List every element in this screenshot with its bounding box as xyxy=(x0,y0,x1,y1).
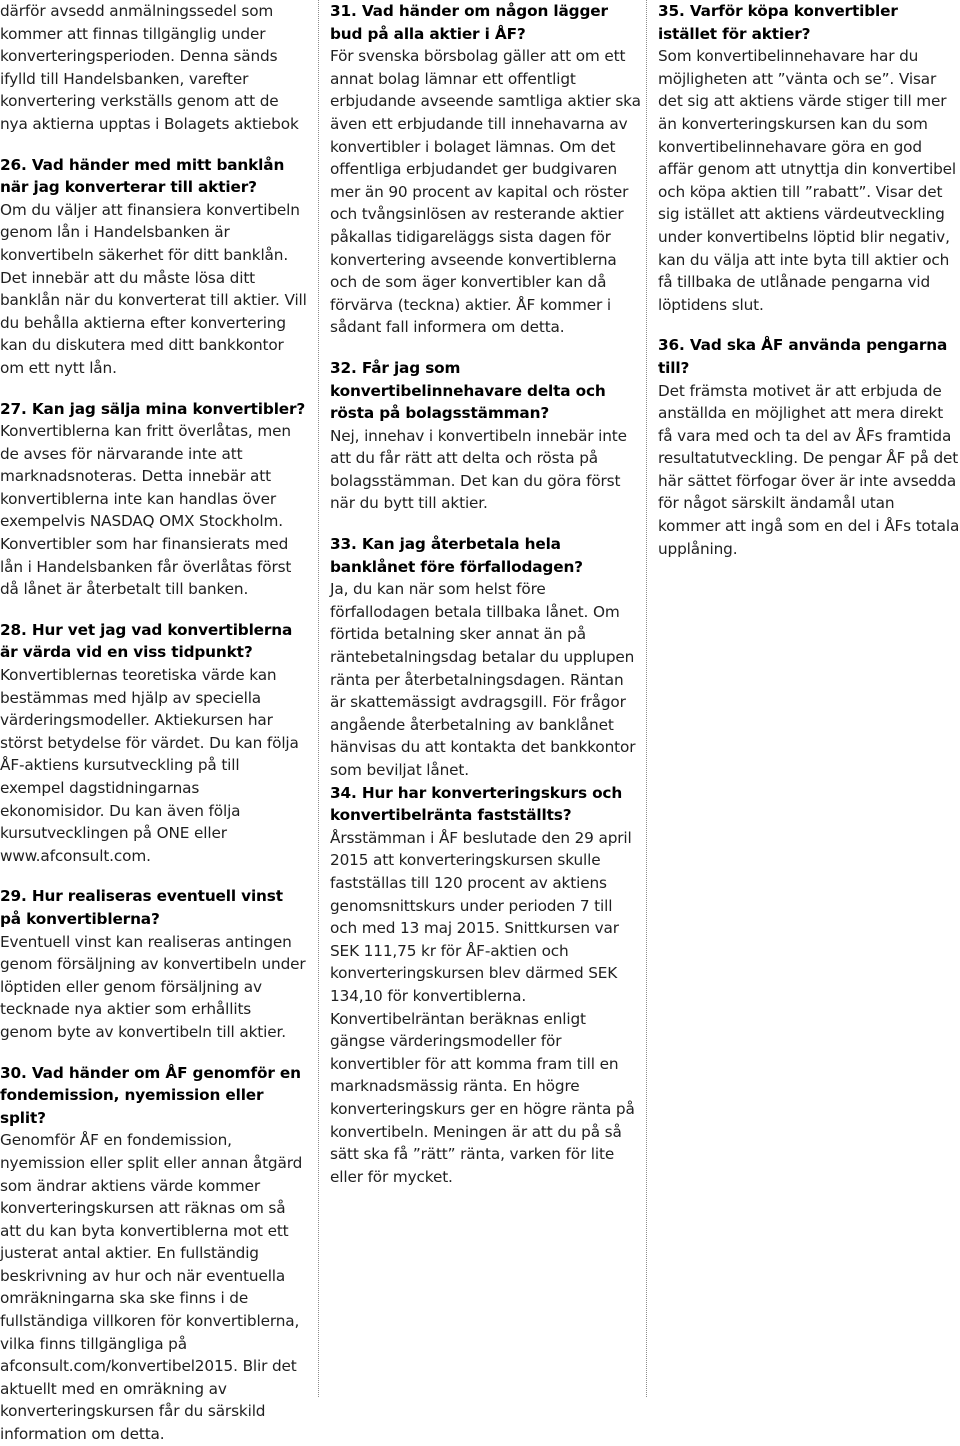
faq-question-28: 28. Hur vet jag vad konvertiblerna är värda vid en viss tidpunkt? xyxy=(0,620,293,662)
faq-answer-30: Genomför ÅF en fondemission, nyemission eller split eller annan åtgärd som ändrar aktiens värde kommer konverteringskursen att räknas om så att du kan byta konvertiblerna mot ett justerat antal aktier. En fullständig beskrivning av hur och när eventuella omräkningarna ska ske finns i de fullständiga villkoren för konvertiblerna, vilka finns tillgängliga på afconsult.com/konvertibel2015. Blir det aktuellt med en omräkning av konverteringskursen får du särskild information om detta. xyxy=(0,1131,303,1444)
faq-question-32: 32. Får jag som konvertibelinnehavare delta och rösta på bolagsstämman? xyxy=(330,358,606,423)
faq-item-31 xyxy=(330,0,642,339)
text-column-2 xyxy=(330,0,642,1188)
column-divider-left xyxy=(318,0,319,1397)
faq-question-31: 31. Vad händer om någon lägger bud på alla aktier i ÅF? xyxy=(330,2,608,43)
faq-question-29: 29. Hur realiseras eventuell vinst på konvertiblerna? xyxy=(0,887,283,928)
faq-answer-36: Det främsta motivet är att erbjuda de anställda en möjlighet att mera direkt få vara med och ta del av ÅFs framtida resultatutveckling. De pengar ÅF på det här sättet förfogar över är inte avsedda för något särskilt ändamål utan kommer att ingå som en del i ÅFs totala upplåning. xyxy=(658,381,960,558)
faq-question-30: 30. Vad händer om ÅF genomför en fondemission, nyemission eller split? xyxy=(0,1063,301,1127)
faq-answer-34: Årsstämman i ÅF beslutade den 29 april 2015 att konverteringskursen skulle fastställas till 120 procent av aktiens genomsnittskurs under perioden 7 till och med 13 maj 2015. Snittkursen var SEK 111,75 kr för ÅF-aktien och konverteringskursen blev därmed SEK 134,10 för konvertiblerna. Konvertibelräntan beräknas enligt gängse värderingsmodeller för konvertibler för att komma fram till en marknadsmässig ränta. En högre konverteringskurs ger en högre ränta på konvertibeln. Meningen är att du på så sätt ska få ”rätt” ränta, varken för lite eller för mycket. xyxy=(330,828,635,1186)
intro-paragraph: därför avsedd anmälningssedel som kommer att finnas tillgänglig under konverteringsperioden. Denna sänds ifylld till Handelsbanken, varefter konvertering verkställs genom att de nya aktierna upptas i Bolagets aktiebok xyxy=(0,2,299,133)
faq-question-34: 34. Hur har konverteringskurs och konvertibelränta fastställts? xyxy=(330,783,623,825)
faq-question-33: 33. Kan jag återbetala hela banklånet före förfallodagen? xyxy=(330,535,583,576)
faq-answer-32: Nej, innehav i konvertibeln innebär inte att du får rätt att delta och rösta på bolagsstämman. Det kan du göra först när du bytt till aktier. xyxy=(330,426,627,513)
faq-item-33 xyxy=(330,533,642,782)
column-divider-right xyxy=(646,0,647,1397)
faq-answer-28: Konvertiblernas teoretiska värde kan bestämmas med hjälp av speciella värderingsmodeller. Aktiekursen har störst betydelse för värdet. Du kan följa ÅF-aktiens kursutveckling på till exempel dagstidningarnas ekonomisidor. Du kan även följa kursutvecklingen på ONE eller www.afconsult.com. xyxy=(0,666,299,865)
faq-item-36 xyxy=(658,334,960,560)
faq-item-35 xyxy=(658,0,960,316)
faq-answer-35: Som konvertibelinnehavare har du möjligheten att ”vänta och se”. Visar det sig att aktiens värde stiger till mer än konverteringskursen kan du som konvertibelinnehavare göra en god affär genom att utnyttja din konvertibel och köpa aktien till ”rabatt”. Visar det sig istället att aktiens värdeutveckling under konvertibelns löptid blir negativ, kan du välja att inte byta till aktier och få tillbaka de utlånade pengarna vid löptidens slut. xyxy=(658,47,957,314)
faq-answer-29: Eventuell vinst kan realiseras antingen genom försäljning av konvertibeln under löptiden eller genom försäljning av tecknade nya aktier som erhållits genom byte av konvertibeln till aktier. xyxy=(0,932,306,1041)
faq-item-30 xyxy=(0,1062,308,1446)
faq-item-29 xyxy=(0,885,308,1043)
faq-question-26: 26. Vad händer med mitt banklån när jag konverterar till aktier? xyxy=(0,155,285,197)
faq-item-27 xyxy=(0,398,308,601)
faq-question-27: 27. Kan jag sälja mina konvertibler? xyxy=(0,399,306,418)
faq-answer-33: Ja, du kan när som helst före förfallodagen betala tillbaka lånet. Om förtida betalning sker annat än på räntebetalningsdag betalar du upplupen ränta per återbetalningsdagen. Räntan är skattemässigt avdragsgill. För frågor angående återbetalning av banklånet hänvisas du att kontakta det bankkontor som beviljat lånet. xyxy=(330,580,636,779)
faq-answer-31: För svenska börsbolag gäller att om ett annat bolag lämnar ett offentligt erbjudande avseende samtliga aktier ska även ett erbjudande till innehavarna av konvertibler i bolaget lämnas. Om det offentliga erbjudandet ger budgivaren mer än 90 procent av kapital och röster och tvångsinlösen av resterande aktier påkallas tidigareläggs sista dagen för konvertering avseende konvertiblerna och de som äger konvertibler kan då förvärva (teckna) aktier. ÅF kommer i sådant fall informera om detta. xyxy=(330,47,641,337)
faq-answer-26: Om du väljer att finansiera konvertibeln genom lån i Handelsbanken är konvertibeln säkerhet för ditt banklån. Det innebär att du måste lösa ditt banklån när du konverterat till aktier. Vill du behålla aktierna efter konvertering kan du diskutera med ditt bankkontor om ett nytt lån. xyxy=(0,200,307,377)
faq-item-28 xyxy=(0,619,308,868)
text-column-3 xyxy=(658,0,960,560)
faq-item-34 xyxy=(330,782,642,1189)
text-column-1 xyxy=(0,0,308,1446)
faq-question-35: 35. Varför köpa konvertibler istället för aktier? xyxy=(658,2,898,43)
faq-question-36: 36. Vad ska ÅF använda pengarna till? xyxy=(658,336,948,377)
faq-answer-27: Konvertiblerna kan fritt överlåtas, men de avses för närvarande inte att marknadsnoteras. Detta innebär att konvertiblerna inte kan handlas över exempelvis NASDAQ OMX Stockholm. Konvertibler som har finansierats med lån i Handelsbanken får överlåtas först då lånet är återbetalt till banken. xyxy=(0,422,292,599)
faq-item-26 xyxy=(0,154,308,380)
faq-item-32 xyxy=(330,357,642,515)
